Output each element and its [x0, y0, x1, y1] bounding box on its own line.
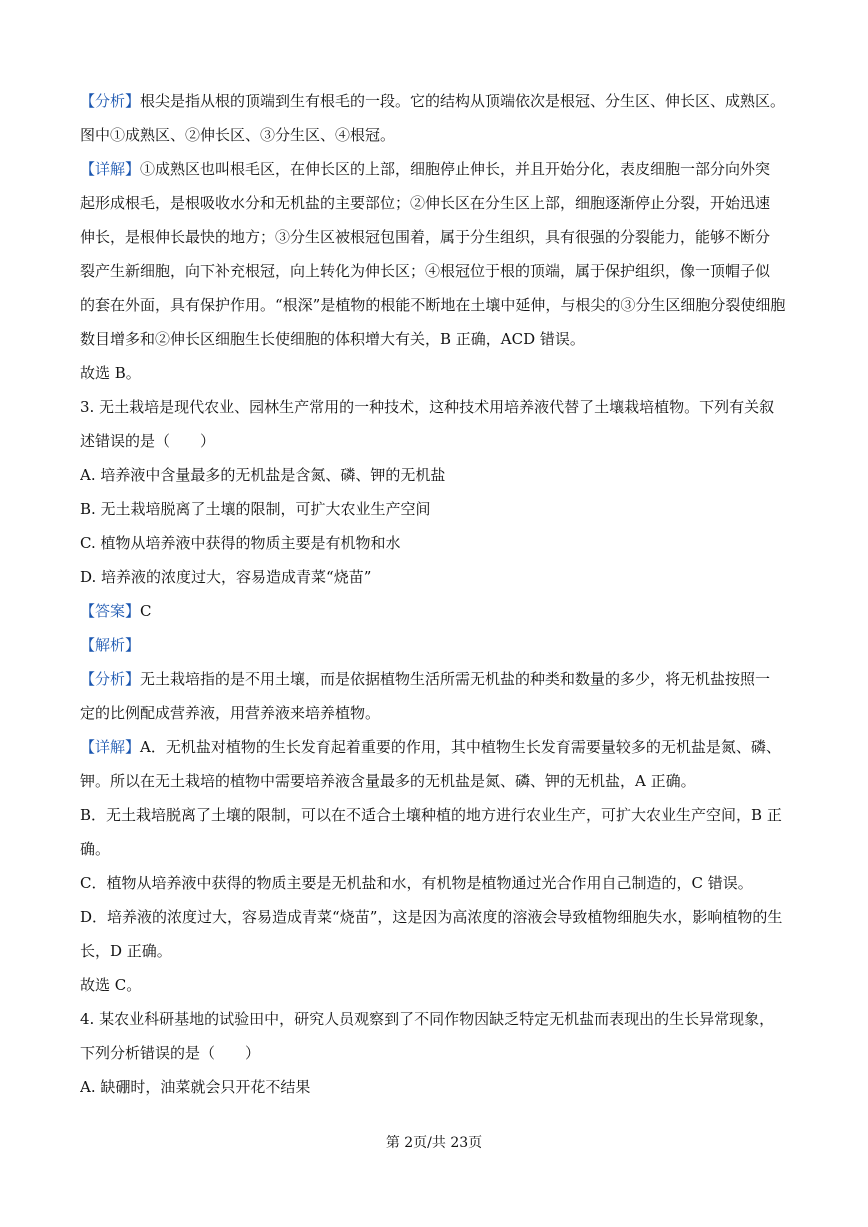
q3-option: D. 培养液的浓度过大，容易造成青菜“烧苗”: [80, 568, 372, 586]
q4-option: A. 缺硼时，油菜就会只开花不结果: [80, 1078, 311, 1096]
q3-option: B. 无土栽培脱离了土壤的限制，可扩大农业生产空间: [80, 500, 431, 518]
q3-analysis-line: 定的比例配成营养液，用营养液来培养植物。: [80, 704, 381, 722]
q2-detail-line: 的套在外面，具有保护作用。“根深”是植物的根能不断地在土壤中延伸，与根尖的③分生区细胞分裂使细胞: [80, 296, 786, 314]
q3-stem-line: 3. 无土栽培是现代农业、园林生产常用的一种技术，这种技术用培养液代替了土壤栽培植物。下列有关叙: [80, 398, 775, 416]
q2-analysis-line: 【分析】根尖是指从根的顶端到生有根毛的一段。它的结构从顶端依次是根冠、分生区、伸长区、成熟区。: [80, 92, 786, 110]
q3-detail-line: 长，D 正确。: [80, 942, 172, 960]
q2-conclusion: 故选 B。: [80, 364, 141, 382]
document-body: [80, 84, 794, 1104]
q3-detail-line: 【详解】A．无机盐对植物的生长发育起着重要的作用，其中植物生长发育需要量较多的无机盐是氮、磷、: [80, 738, 781, 756]
q3-detail-line: D．培养液的浓度过大，容易造成青菜“烧苗”，这是因为高浓度的溶液会导致植物细胞失水，影响植物的生: [80, 908, 783, 926]
q3-analysis-line: 【分析】无土栽培指的是不用土壤，而是依据植物生活所需无机盐的种类和数量的多少，将无机盐按照一: [80, 670, 771, 688]
q3-detail-line: C．植物从培养液中获得的物质主要是无机盐和水，有机物是植物通过光合作用自己制造的，C 错误。: [80, 874, 753, 892]
q2-detail-line: 【详解】①成熟区也叫根毛区，在伸长区的上部，细胞停止伸长，并且开始分化，表皮细胞一部分向外突: [80, 160, 771, 178]
q2-detail-line: 裂产生新细胞，向下补充根冠，向上转化为伸长区；④根冠位于根的顶端，属于保护组织，像一顶帽子似: [80, 262, 771, 280]
analysis-tag: 【分析】: [80, 670, 141, 688]
q4-stem-line: 4. 某农业科研基地的试验田中，研究人员观察到了不同作物因缺乏特定无机盐而表现出的生长异常现象，: [80, 1010, 775, 1028]
q3-option: C. 植物从培养液中获得的物质主要是有机物和水: [80, 534, 401, 552]
q3-detail-line: 钾。所以在无土栽培的植物中需要培养液含量最多的无机盐是氮、磷、钾的无机盐，A 正确。: [80, 772, 696, 790]
q4-stem-line: 下列分析错误的是（ ）: [80, 1044, 261, 1062]
q3-detail-line: B．无土栽培脱离了土壤的限制，可以在不适合土壤种植的地方进行农业生产，可扩大农业生产空间，B 正: [80, 806, 782, 824]
jiexi-tag: 【解析】: [80, 636, 141, 654]
page-number: 第 2页/共 23页: [385, 1135, 483, 1151]
analysis-tag: 【分析】: [80, 92, 141, 110]
q2-detail-line: 起形成根毛，是根吸收水分和无机盐的主要部位；②伸长区在分生区上部，细胞逐渐停止分裂，开始迅速: [80, 194, 771, 212]
q3-jiexi: [80, 628, 794, 662]
detail-tag: 【详解】: [80, 738, 141, 756]
detail-tag: 【详解】: [80, 160, 141, 178]
q3-option: A. 培养液中含量最多的无机盐是含氮、磷、钾的无机盐: [80, 466, 446, 484]
q3-answer: 【答案】C: [80, 602, 152, 620]
q2-analysis-line: 图中①成熟区、②伸长区、③分生区、④根冠。: [80, 126, 396, 144]
q2-detail-line: 伸长，是根伸长最快的地方；③分生区被根冠包围着，属于分生组织，具有很强的分裂能力，能够不断分: [80, 228, 771, 246]
q3-conclusion: 故选 C。: [80, 976, 142, 994]
q3-detail-line: 确。: [80, 840, 111, 858]
answer-tag: 【答案】: [80, 602, 141, 620]
q3-stem-line: 述错误的是（ ）: [80, 432, 216, 450]
q2-detail-line: 数目增多和②伸长区细胞生长使细胞的体积增大有关，B 正确，ACD 错误。: [80, 330, 585, 348]
